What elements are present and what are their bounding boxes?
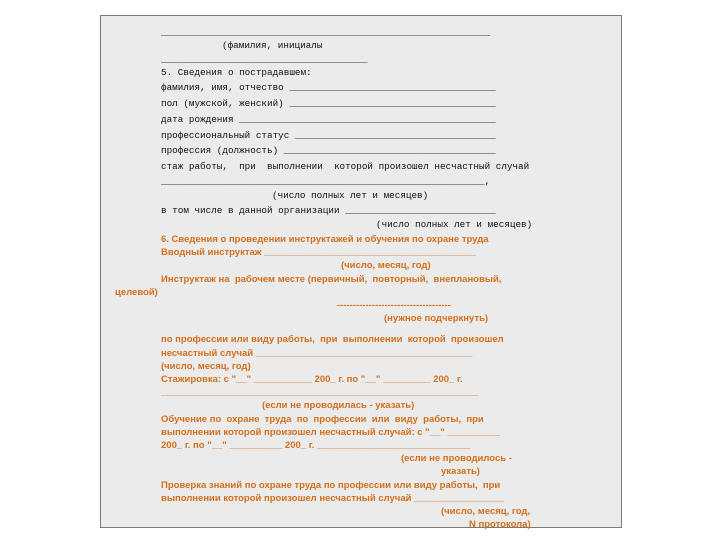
protocol-number-caption: N протокола): [469, 519, 531, 531]
field-profession-work: по профессии или виду работы, при выполнении которой произошел: [161, 334, 504, 346]
field-full-name: фамилия, имя, отчество _____________________________________: [161, 82, 496, 93]
field-internship: Стажировка: с "__" ___________ 200_ г. по "__" _________ 200_ г.: [161, 374, 463, 385]
name-initials-caption: (фамилия, инициалы: [222, 40, 323, 51]
field-accident-briefing-date: несчастный случай _________________________________________: [161, 347, 473, 359]
field-training-continued: выполнении которой произошел несчастный случай: с "__" __________: [161, 426, 501, 438]
experience-blank-line: __________________________________________________________,: [161, 176, 491, 187]
signature-blank-line: ___________________________________________________________: [161, 27, 491, 38]
training-caption: (если не проводилось -: [401, 453, 512, 465]
underline-caption: (нужное подчеркнуть): [384, 313, 489, 325]
workplace-briefing-continued: целевой): [115, 286, 158, 298]
experience-caption: (число полных лет и месяцев): [272, 190, 429, 201]
field-training: Обучение по охране труда по профессии или виду работы, при: [161, 413, 484, 425]
field-profession: профессия (должность) ______________________________________: [161, 145, 496, 156]
section-6-heading: 6. Сведения о проведении инструктажей и обучения по охране труда: [161, 234, 489, 245]
date-caption: (число, месяц, год): [161, 360, 251, 372]
blank-line: _____________________________________: [161, 54, 368, 65]
dashed-line: ------------------------------------: [337, 300, 451, 311]
field-sex: пол (мужской, женский) _____________________________________: [161, 98, 496, 109]
field-workplace-briefing: Инструктаж на рабочем месте (первичный, повторный, внеплановый,: [161, 273, 502, 285]
field-professional-status: профессиональный статус ____________________________________: [161, 130, 496, 141]
section-5-heading: 5. Сведения о пострадавшем:: [161, 67, 312, 78]
internship-caption: (если не проводилась - указать): [262, 400, 415, 412]
knowledge-check-caption: (число, месяц, год,: [441, 506, 531, 517]
experience-in-org-caption: (число полных лет и месяцев): [376, 219, 533, 230]
field-birth-date: дата рождения ______________________________________________: [161, 114, 496, 125]
internship-blank-line: ____________________________________________________________: [161, 387, 479, 399]
document-page: [100, 15, 622, 531]
field-knowledge-check-continued: выполнении которой произошел несчастный случай _________________: [161, 492, 504, 504]
field-training-dates: 200_ г. по "__" __________ 200_ г. _____________________________: [161, 440, 471, 451]
field-knowledge-check: Проверка знаний по охране труда по профессии или виду работы, при: [161, 479, 501, 491]
field-experience: стаж работы, при выполнении которой произошел несчастный случай: [161, 161, 530, 172]
field-intro-briefing: Вводный инструктаж ________________________________________: [161, 247, 476, 259]
intro-briefing-caption: (число, месяц, год): [341, 260, 431, 272]
training-caption-continued: указать): [441, 466, 480, 478]
field-experience-in-org: в том числе в данной организации ___________________________: [161, 205, 496, 216]
